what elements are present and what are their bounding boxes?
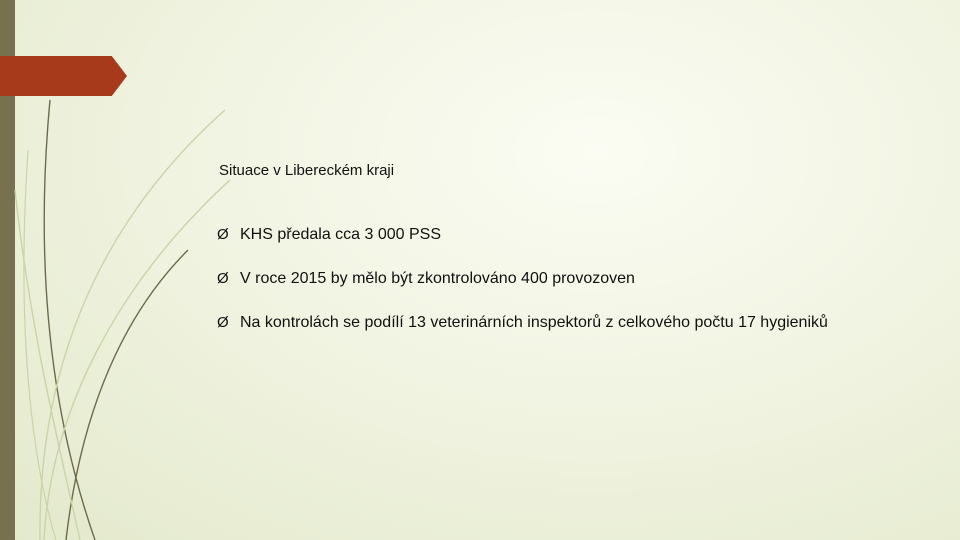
decor-curve-light-4 <box>24 150 56 540</box>
arrow-bullet-icon: Ø <box>217 314 229 331</box>
bullet-text: V roce 2015 by mělo být zkontrolováno 400 provozoven <box>240 270 635 287</box>
decor-curve-dark-2 <box>66 250 188 540</box>
arrow-bullet-icon: Ø <box>217 270 229 287</box>
decor-curve-light-1 <box>40 110 225 540</box>
bullet-text: Na kontrolách se podílí 13 veterinárních inspektorů z celkového počtu 17 hygieniků <box>240 314 828 331</box>
bullet-list <box>217 224 837 356</box>
decor-curve-light-2 <box>44 180 230 540</box>
arrow-bullet-icon: Ø <box>217 226 229 243</box>
bullet-item <box>217 312 837 334</box>
slide-title: Situace v Libereckém kraji <box>219 162 395 179</box>
title-accent-tab <box>0 56 127 96</box>
bullet-text: KHS předala cca 3 000 PSS <box>240 226 442 243</box>
bullet-item <box>217 268 837 290</box>
decor-curve-light-3 <box>15 190 80 540</box>
bullet-item <box>217 224 837 246</box>
decor-curve-dark-1 <box>44 100 95 540</box>
